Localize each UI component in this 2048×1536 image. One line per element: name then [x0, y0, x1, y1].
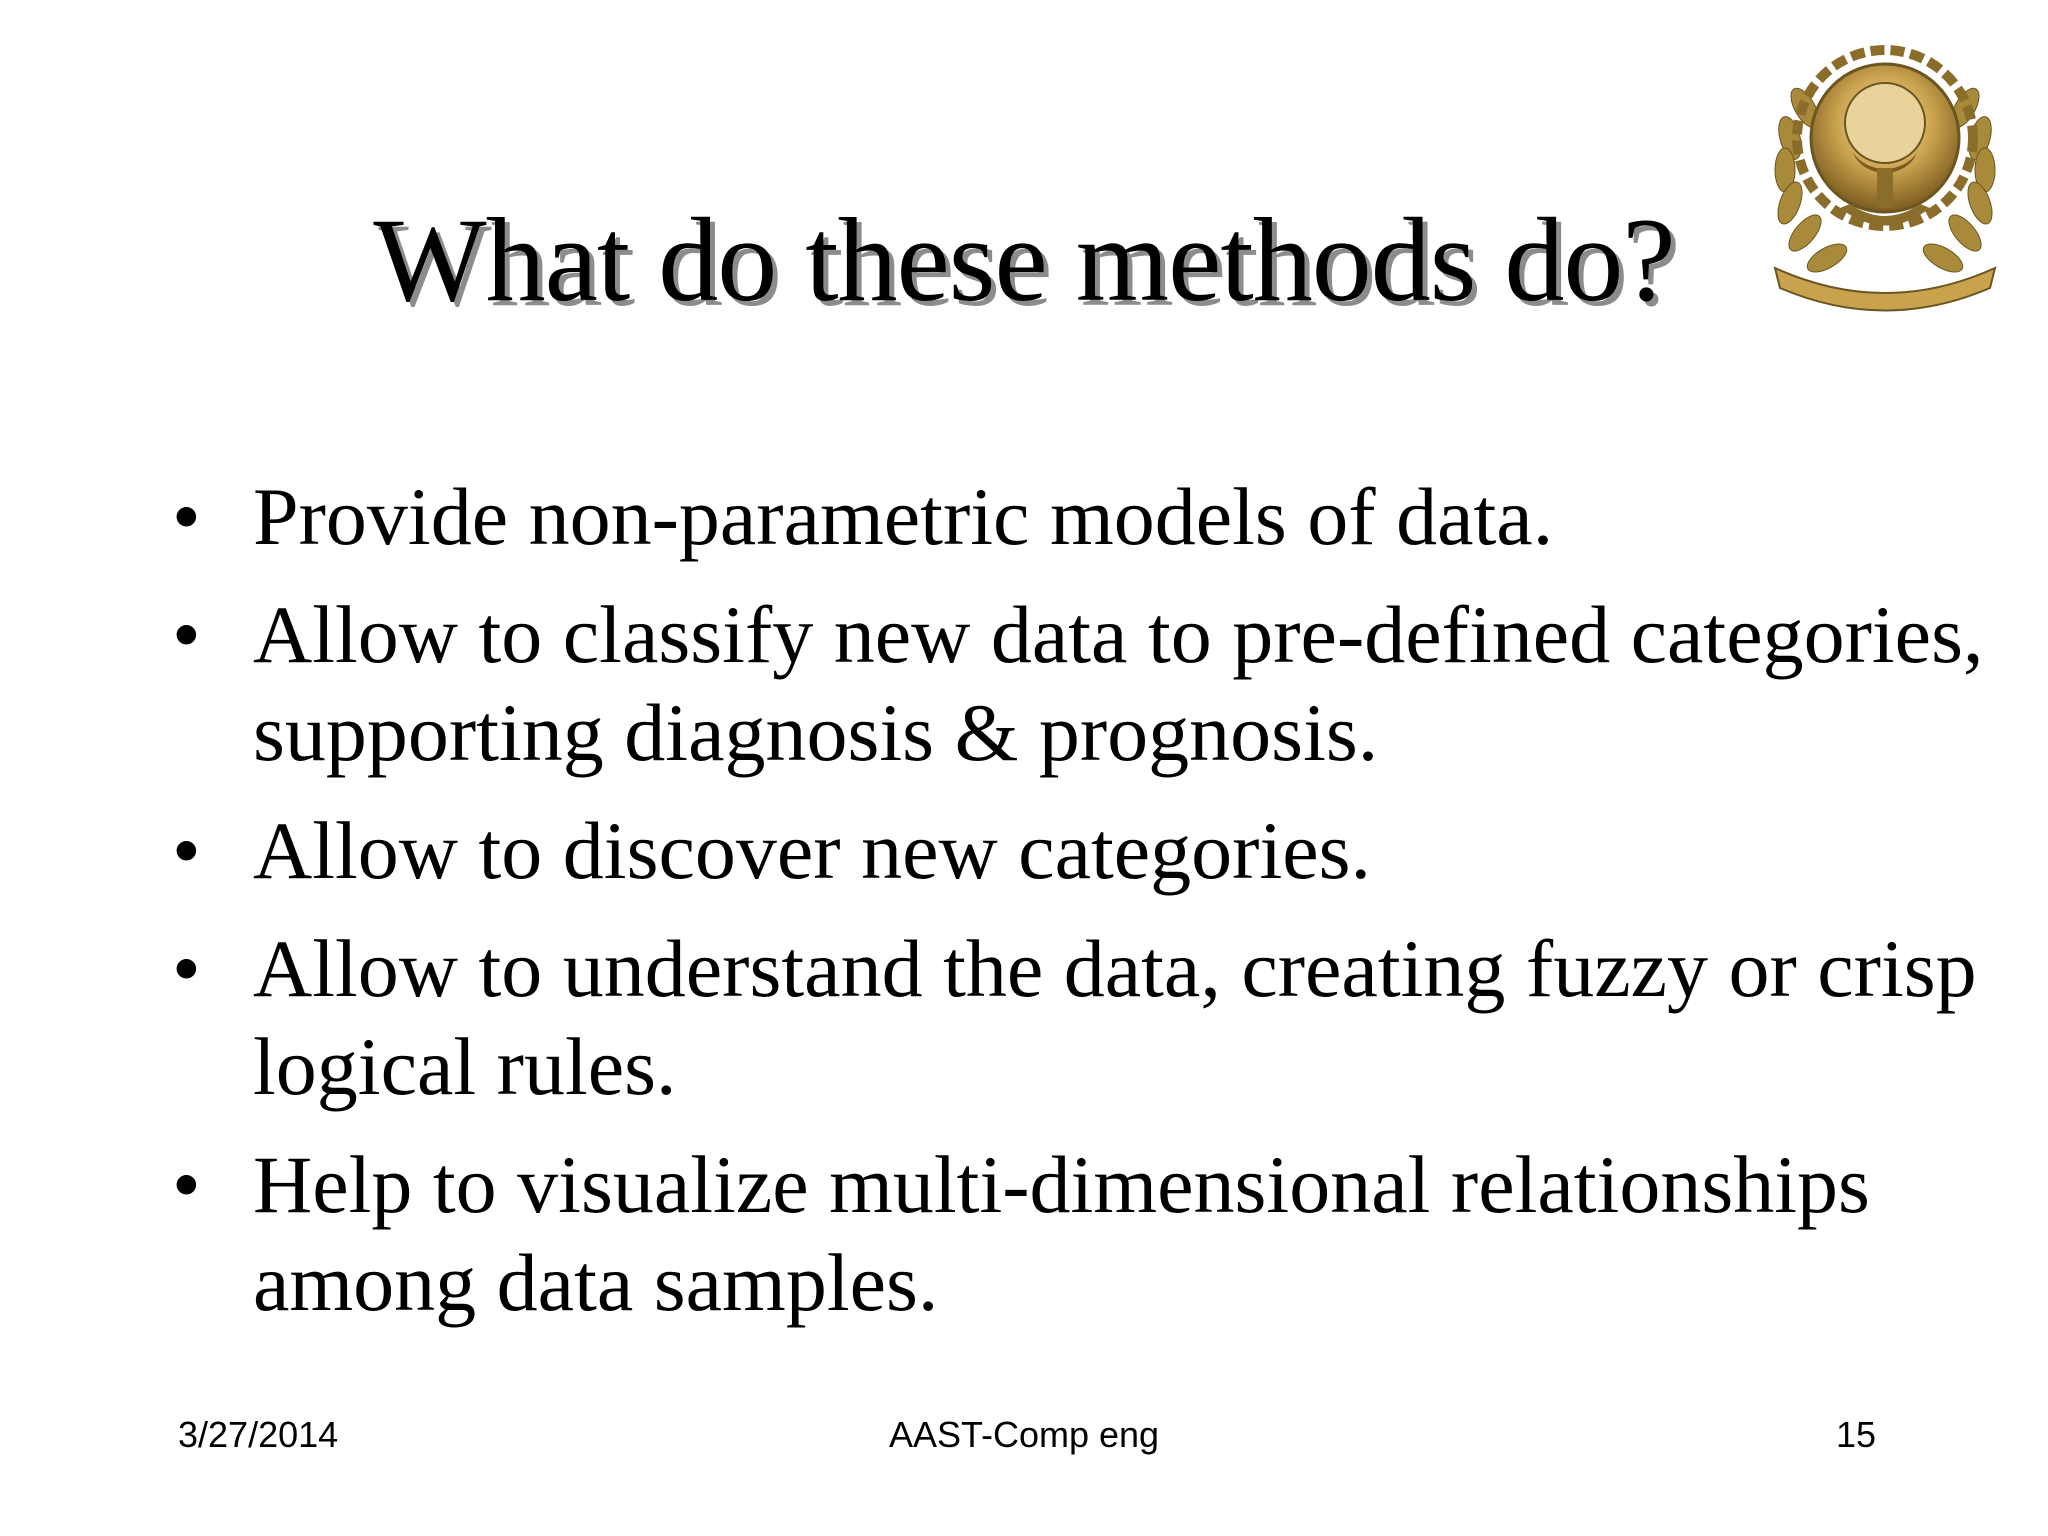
bullet-marker: •	[172, 805, 201, 896]
bullet-item	[160, 586, 1990, 782]
footer-course: AAST-Comp eng	[888, 1414, 1160, 1455]
bullet-text: Help to visualize multi-dimensional relationships among data samples.	[253, 1139, 1870, 1328]
bullet-marker: •	[172, 923, 201, 1014]
bullet-item	[160, 920, 1990, 1116]
bullet-marker: •	[172, 1139, 201, 1230]
slide-title: What do these methods do?	[373, 193, 1675, 326]
footer-page-number: 15	[1836, 1414, 1877, 1455]
bullet-text: Allow to classify new data to pre-defined categories, supporting diagnosis & prognosis.	[253, 589, 1984, 778]
bullet-item	[160, 1136, 1990, 1332]
footer-date: 3/27/2014	[178, 1414, 339, 1455]
bullet-list	[160, 468, 1990, 1352]
bullet-text: Allow to discover new categories.	[253, 805, 1372, 896]
bullet-item	[160, 468, 1990, 566]
bullet-text: Allow to understand the data, creating fuzzy or crisp logical rules.	[253, 923, 1977, 1112]
bullet-marker: •	[172, 589, 201, 680]
bullet-marker: •	[172, 471, 201, 562]
bullet-text: Provide non-parametric models of data.	[253, 471, 1554, 562]
bullet-item	[160, 802, 1990, 900]
